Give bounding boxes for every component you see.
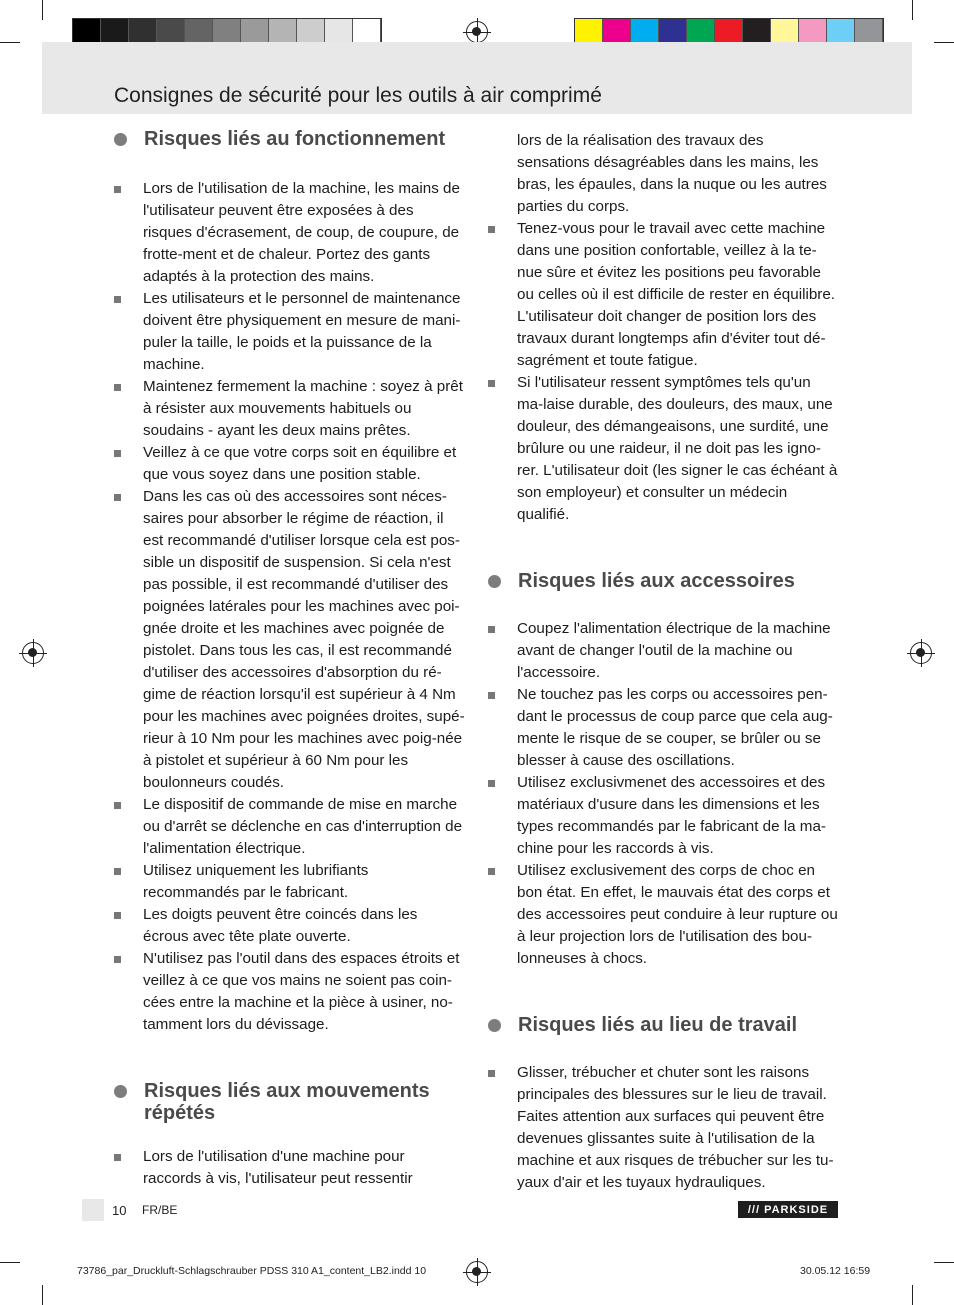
list-item: Utilisez uniquement les lubrifiants recommandés par le fabricant. bbox=[114, 860, 466, 904]
list-item: Le dispositif de commande de mise en marche ou d'arrêt se déclenche en cas d'interruption de l'alimentation électrique. bbox=[114, 794, 466, 860]
section-lieu bbox=[488, 1014, 840, 1194]
page-number-box bbox=[82, 1199, 104, 1221]
list-item: Utilisez exclusivement des corps de choc en bon état. En effet, le mauvais état des corps et des accessoires peut conduire à leur rupture ou à leur projection lors de l'utilisation des bou-lonneuses à chocs. bbox=[488, 860, 840, 970]
list-item: Veillez à ce que votre corps soit en équilibre et que vous soyez dans une position stable. bbox=[114, 442, 466, 486]
list-item: Lors de l'utilisation de la machine, les mains de l'utilisateur peuvent être exposées à des risques d'écrasement, de coup, de coupure, de frotte-ment et de chaleur. Portez des gants adaptés à la protection des mains. bbox=[114, 178, 466, 288]
registration-mark-icon bbox=[910, 642, 932, 664]
bullet-dot-icon bbox=[488, 575, 501, 588]
slug-date: 30.05.12 16:59 bbox=[800, 1265, 871, 1277]
crop-mark bbox=[912, 1285, 913, 1305]
bullet-square-icon bbox=[488, 868, 495, 875]
list-item: Utilisez exclusivmenet des accessoires et des matériaux d'usure dans les dimensions et les types recommandés par le fabricant de la ma-chine pour les raccords à vis. bbox=[488, 772, 840, 860]
bullet-list bbox=[488, 1062, 840, 1194]
crop-mark bbox=[0, 42, 20, 43]
bullet-square-icon bbox=[488, 226, 495, 233]
slug-filename: 73786_par_Druckluft-Schlagschrauber PDSS 310 A1_content_LB2.indd 10 bbox=[77, 1265, 427, 1277]
bullet-square-icon bbox=[114, 802, 121, 809]
bullet-square-icon bbox=[488, 380, 495, 387]
crop-mark bbox=[912, 0, 913, 20]
list-item: Si l'utilisateur ressent symptômes tels qu'un ma-laise durable, des douleurs, des maux, une douleur, des démangeaisons, une surdité, une brûlure ou une raideur, il ne doit pas les igno-rer. L'utilisateur doit (les signer le cas échéant à son employeur) et consulter un médecin qualifié. bbox=[488, 372, 840, 526]
registration-mark-icon bbox=[466, 21, 488, 43]
left-column bbox=[114, 128, 466, 1190]
list-item: Les doigts peuvent être coincés dans les écrous avec tête plate ouverte. bbox=[114, 904, 466, 948]
bullet-dot-icon bbox=[114, 133, 127, 146]
crop-mark bbox=[934, 1262, 954, 1263]
list-item: Tenez-vous pour le travail avec cette machine dans une position confortable, veillez à la te-nue sûre et évitez les positions peu favorable ou celles où il est difficile de rester en équilibre. L'utilisateur doit changer de position lors des travaux durant longtemps afin d'éviter tout dé-sagrément et toute fatigue. bbox=[488, 218, 840, 372]
bullet-dot-icon bbox=[114, 1085, 127, 1098]
list-item: Ne touchez pas les corps ou accessoires pen-dant le processus de coup parce que cela aug-mente le risque de se couper, se brûler ou se blesser à cause des oscillations. bbox=[488, 684, 840, 772]
section-heading: Risques liés aux accessoires bbox=[488, 570, 840, 592]
crop-mark bbox=[42, 0, 43, 20]
section-accessoires bbox=[488, 570, 840, 970]
bullet-square-icon bbox=[114, 956, 121, 963]
list-item: Coupez l'alimentation électrique de la machine avant de changer l'outil de la machine ou l'accessoire. bbox=[488, 618, 840, 684]
bullet-square-icon bbox=[488, 626, 495, 633]
list-item: N'utilisez pas l'outil dans des espaces étroits et veillez à ce que vos mains ne soient pas coin-cées entre la machine et la pièce à usiner, no-tamment lors du dévissage. bbox=[114, 948, 466, 1036]
section-fonctionnement bbox=[114, 128, 466, 1036]
parkside-logo: /// PARKSIDE bbox=[738, 1201, 838, 1218]
page-number: 10 bbox=[112, 1203, 127, 1218]
crop-mark bbox=[0, 1262, 20, 1263]
language-code: FR/BE bbox=[142, 1203, 178, 1217]
bullet-square-icon bbox=[488, 780, 495, 787]
list-item: Dans les cas où des accessoires sont néces-saires pour absorber le régime de réaction, il est recommandé d'utiliser lorsque cela est pos-sible un dispositif de suspension. Si cela n'est pas possible, il est recommandé d'utiliser des poignées latérales pour les machines avec poi-gnée droite et les machines avec poignée de pistolet. Dans tous les cas, il est recommandé d'utiliser des accessoires d'absorption du ré-gime de réaction lorsqu'il est supérieur à 4 Nm pour les machines avec poignées droites, supé-rieur à 10 Nm pour les machines avec poig-née à pistolet et supérieur à 60 Nm pour les boulonneurs coudés. bbox=[114, 486, 466, 794]
bullet-square-icon bbox=[114, 868, 121, 875]
right-column bbox=[488, 130, 840, 1194]
section-heading: Risques liés au fonctionnement bbox=[114, 128, 466, 150]
list-item: Lors de l'utilisation d'une machine pour raccords à vis, l'utilisateur peut ressentir bbox=[114, 1146, 466, 1190]
bullet-square-icon bbox=[488, 1070, 495, 1077]
section-mouvements bbox=[114, 1080, 466, 1190]
bullet-list bbox=[114, 1146, 466, 1190]
crop-mark bbox=[42, 1285, 43, 1305]
section-heading: Risques liés au lieu de travail bbox=[488, 1014, 840, 1036]
continued-paragraph: lors de la réalisation des travaux des sensations désagréables dans les mains, les bras, les épaules, dans la nuque ou les autres parties du corps. bbox=[517, 132, 827, 215]
list-item: Les utilisateurs et le personnel de maintenance doivent être physiquement en mesure de mani-puler la taille, le poids et la puissance de la machine. bbox=[114, 288, 466, 376]
list-item: Glisser, trébucher et chuter sont les raisons principales des blessures sur le lieu de travail. Faites attention aux surfaces qui peuvent être devenues glissantes suite à l'utilisation de la machine et aux risques de trébucher sur les tu-yaux d'air et les tuyaux hydrauliques. bbox=[488, 1062, 840, 1194]
list-item: Maintenez fermement la machine : soyez à prêt à résister aux mouvements habituels ou soudains - ayant les deux mains prêtes. bbox=[114, 376, 466, 442]
bullet-square-icon bbox=[114, 1154, 121, 1161]
bullet-dot-icon bbox=[488, 1019, 501, 1032]
bullet-square-icon bbox=[488, 692, 495, 699]
bullet-list bbox=[114, 178, 466, 1036]
crop-mark bbox=[934, 42, 954, 43]
bullet-square-icon bbox=[114, 450, 121, 457]
bullet-square-icon bbox=[114, 384, 121, 391]
bullet-list bbox=[488, 218, 840, 526]
registration-mark-icon bbox=[22, 642, 44, 664]
registration-mark-icon bbox=[466, 1261, 488, 1283]
bullet-list bbox=[488, 618, 840, 970]
bullet-square-icon bbox=[114, 494, 121, 501]
bullet-square-icon bbox=[114, 912, 121, 919]
section-heading: Risques liés aux mouvements répétés bbox=[114, 1080, 466, 1124]
page-title: Consignes de sécurité pour les outils à air comprimé bbox=[114, 84, 602, 107]
bullet-square-icon bbox=[114, 296, 121, 303]
bullet-square-icon bbox=[114, 186, 121, 193]
